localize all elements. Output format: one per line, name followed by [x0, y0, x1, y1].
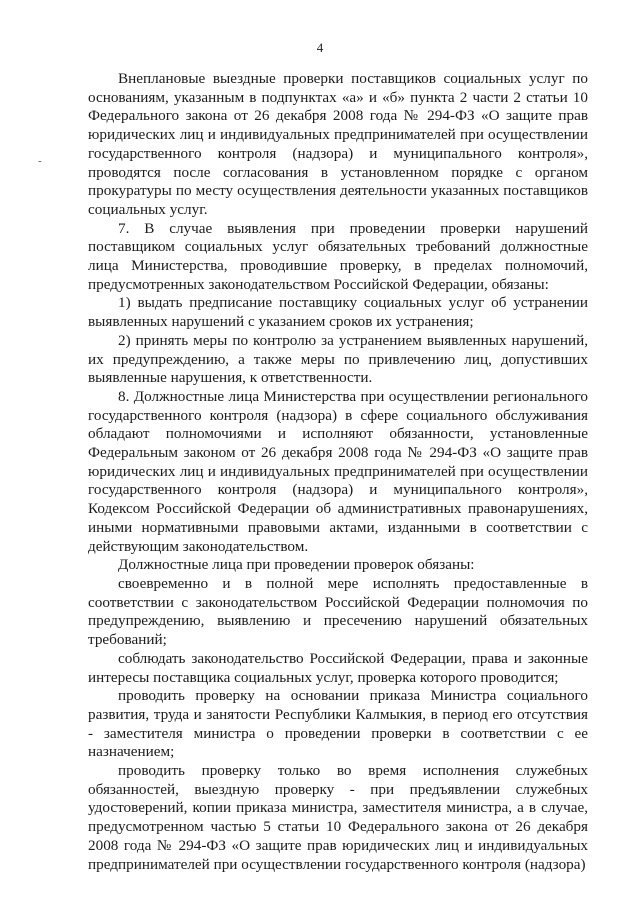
paragraph-duty-timely-exercise: своевременно и в полной мере исполнять предоставленные в соответствии с законодательством Российской Федерации полномочия по предупреждению, выявлению и пресечению нарушений обязательных требований;: [88, 574, 588, 649]
page-number: 4: [316, 40, 324, 55]
paragraph-item-7-2: 2) принять меры по контролю за устранением выявленных нарушений, их предупреждению, а также меры по привлечению лиц, допустивших выявленные нарушения, к ответственности.: [88, 331, 588, 387]
paragraph-item-7: 7. В случае выявления при проведении проверки нарушений поставщиком социальных услуг обязательных требований должностные лица Министерства, проводившие проверку, в пределах полномочий, предусмотренных законодательством Российской Федерации, обязаны:: [88, 219, 588, 293]
paragraph-duty-order-basis: проводить проверку на основании приказа Министра социального развития, труда и занятости Республики Калмыкия, в период его отсутствия - заместителя министра о проведении проверки в соответствии с ее назначением;: [88, 687, 588, 761]
paragraph-duty-service-time: проводить проверку только во время исполнения служебных обязанностей, выездную проверку - при предъявлении служебных удостоверений, копии приказа министра, заместителя министра, а в случае, предусмотренном частью 5 статьи 10 Федерального закона от 26 декабря 2008 года № 294-ФЗ «О защите прав юридических лиц и индивидуальных предпринимателей при осуществлении государственного контроля (надзора): [88, 762, 588, 873]
paragraph-item-7-1: 1) выдать предписание поставщику социальных услуг об устранении выявленных нарушений с указанием сроков их устранения;: [88, 294, 588, 331]
paragraph-duty-comply-law: соблюдать законодательство Российской Федерации, права и законные интересы поставщика социальных услуг, проверка которого проводится;: [88, 649, 588, 686]
paragraph-item-8: 8. Должностные лица Министерства при осуществлении регионального государственного контроля (надзора) в сфере социального обслуживания обладают полномочиями и исполняют обязанности, установленные Федеральным законом от 26 декабря 2008 года № 294-ФЗ «О защите прав юридических лиц и индивидуальных предпринимателей при осуществлении государственного контроля (надзора) и муниципального контроля», Кодексом Российской Федерации об административных правонарушениях, иными нормативными правовыми актами, изданными в соответствии с действующим законодательством.: [88, 387, 588, 555]
paragraph-unscheduled-inspections: Внеплановые выездные проверки поставщиков социальных услуг по основаниям, указанным в подпунктах «а» и «б» пункта 2 части 2 статьи 10 Федерального закона от 26 декабря 2008 года № 294-ФЗ «О защите прав юридических лиц и индивидуальных предпринимателей при осуществлении государственного контроля (надзора) и муниципального контроля», проводятся после согласования в установленном порядке с органом прокуратуры по месту осуществления деятельности указанных поставщиков социальных услуг.: [88, 70, 588, 218]
document-body: [88, 70, 588, 874]
margin-mark: -: [38, 155, 42, 167]
paragraph-duties-heading: Должностные лица при проведении проверок обязаны:: [118, 556, 475, 574]
